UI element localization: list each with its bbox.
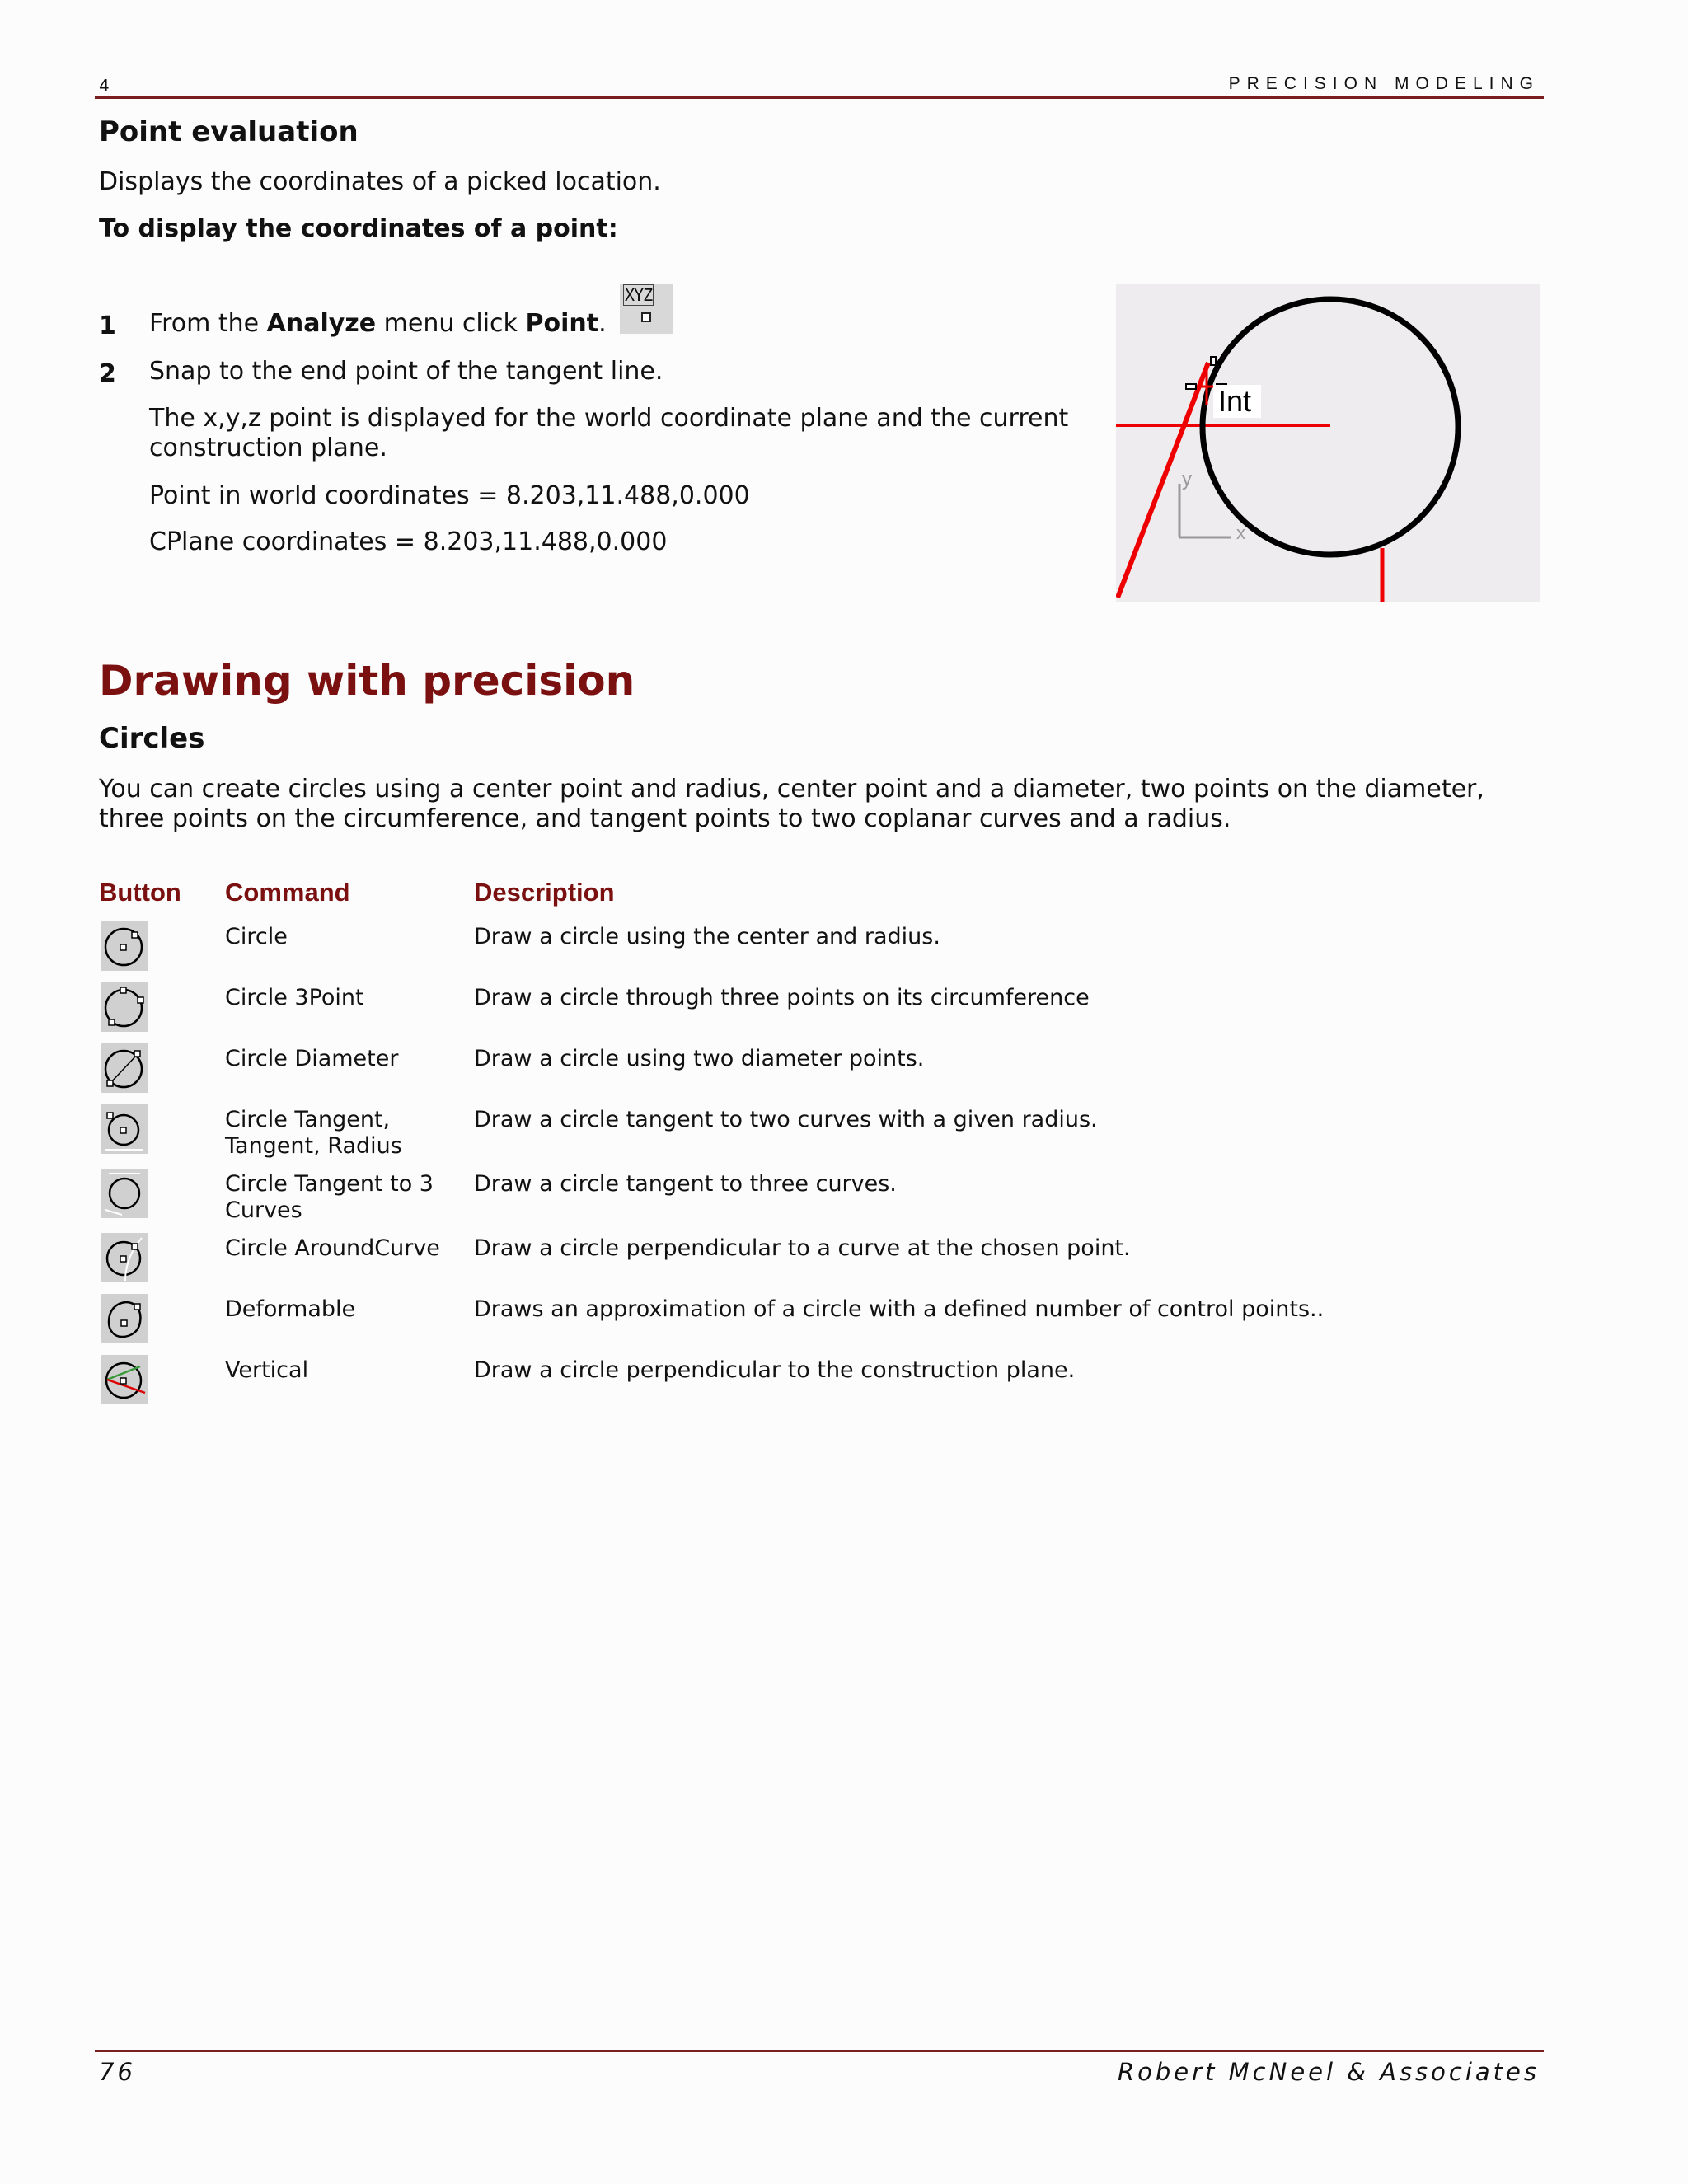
snap-marker-left: [1186, 384, 1196, 389]
circle-diameter-icon-graphic: [101, 1043, 148, 1093]
circle-tangent-3-curves-icon[interactable]: [101, 1169, 148, 1218]
step-1-text: [149, 309, 607, 339]
point-snap-figure: [1116, 284, 1540, 602]
command-description: Draw a circle through three points on its circumference: [474, 985, 1090, 1010]
header-section-title: PRECISION MODELING: [1228, 74, 1540, 93]
column-header-command: Command: [225, 878, 350, 907]
command-name: Circle AroundCurve: [225, 1235, 440, 1261]
command-description: Draw a circle perpendicular to a curve at the chosen point.: [474, 1235, 1131, 1261]
cplane-coordinates-text: CPlane coordinates = 8.203,11.488,0.000: [149, 527, 668, 556]
step-2-text: Snap to the end point of the tangent line.: [149, 357, 663, 386]
circle-center-radius-icon[interactable]: [101, 921, 148, 971]
circles-heading: Circles: [99, 722, 205, 755]
procedure-title: To display the coordinates of a point:: [99, 214, 618, 243]
tangent-line: [1118, 363, 1208, 598]
analyze-menu-name: Analyze: [266, 309, 377, 338]
footer-rule: [95, 2050, 1544, 2052]
command-description: Draw a circle using two diameter points.: [474, 1046, 925, 1071]
command-description: Draw a circle perpendicular to the construction plane.: [474, 1357, 1076, 1383]
circle-3point-icon[interactable]: [101, 982, 148, 1032]
circle-tangent-radius-icon-graphic: [101, 1104, 148, 1154]
circle-vertical-icon-graphic: [101, 1355, 148, 1404]
circle-tangent-3-curves-icon-graphic: [101, 1169, 148, 1218]
point-evaluation-description: Displays the coordinates of a picked location.: [99, 167, 661, 196]
header-page-number: 4: [99, 76, 110, 96]
step-number: 2: [99, 359, 116, 388]
point-evaluation-heading: Point evaluation: [99, 115, 359, 148]
xyz-point-marker: [641, 312, 651, 322]
circles-intro-line-2: three points on the circumference, and tangent points to two coplanar curves and a radius.: [99, 804, 1231, 833]
point-command-name: Point: [525, 309, 599, 338]
circle-3point-icon-graphic: [101, 982, 148, 1032]
column-header-button: Button: [99, 878, 181, 907]
command-name: Vertical: [225, 1357, 309, 1383]
figure-canvas: [1116, 284, 1540, 602]
axis-x-label: x: [1236, 523, 1245, 543]
step-text: .: [598, 309, 607, 338]
command-name: Circle 3Point: [225, 985, 364, 1010]
command-name: Deformable: [225, 1296, 356, 1322]
xyz-icon-label: XYZ: [625, 285, 653, 305]
section-title: Drawing with precision: [99, 657, 635, 705]
command-name: Circle Tangent,: [225, 1107, 391, 1132]
step-number: 1: [99, 312, 116, 340]
command-description: Draws an approximation of a circle with a defined number of control points..: [474, 1296, 1325, 1322]
detail-line-1: The x,y,z point is displayed for the world coordinate plane and the current: [149, 404, 1069, 433]
step-text: From the: [149, 309, 267, 338]
axis-y-label: y: [1182, 468, 1192, 490]
command-name: Circle Tangent to 3: [225, 1171, 434, 1197]
command-name: Circle Diameter: [225, 1046, 399, 1071]
snap-label-int: Int: [1218, 384, 1252, 418]
circle-vertical-icon[interactable]: [101, 1355, 148, 1404]
circle-tangent-radius-icon[interactable]: [101, 1104, 148, 1154]
command-name-continued: Curves: [225, 1197, 302, 1223]
footer-page-number: 76: [99, 2058, 136, 2086]
circle-around-curve-icon[interactable]: [101, 1233, 148, 1282]
command-name-continued: Tangent, Radius: [225, 1133, 402, 1159]
command-description: Draw a circle using the center and radius.: [474, 924, 940, 949]
circle-deformable-icon-graphic: [101, 1294, 148, 1343]
circle-deformable-icon[interactable]: [101, 1294, 148, 1343]
command-description: Draw a circle tangent to three curves.: [474, 1171, 897, 1197]
circles-intro-line-1: You can create circles using a center point and radius, center point and a diameter, two points on the diameter,: [99, 775, 1484, 804]
footer-company: Robert McNeel & Associates: [1118, 2058, 1540, 2086]
snap-marker-top: [1211, 357, 1216, 365]
command-name: Circle: [225, 924, 288, 949]
column-header-description: Description: [474, 878, 615, 907]
world-coordinates-text: Point in world coordinates = 8.203,11.488,0.000: [149, 481, 750, 510]
circle-center-radius-icon-graphic: [101, 921, 148, 971]
header-rule: [95, 96, 1544, 99]
step-text: menu click: [376, 309, 526, 338]
command-description: Draw a circle tangent to two curves with a given radius.: [474, 1107, 1098, 1132]
point-xyz-icon: [620, 284, 673, 334]
circle-around-curve-icon-graphic: [101, 1233, 148, 1282]
detail-line-2: construction plane.: [149, 434, 387, 462]
circle-diameter-icon[interactable]: [101, 1043, 148, 1093]
